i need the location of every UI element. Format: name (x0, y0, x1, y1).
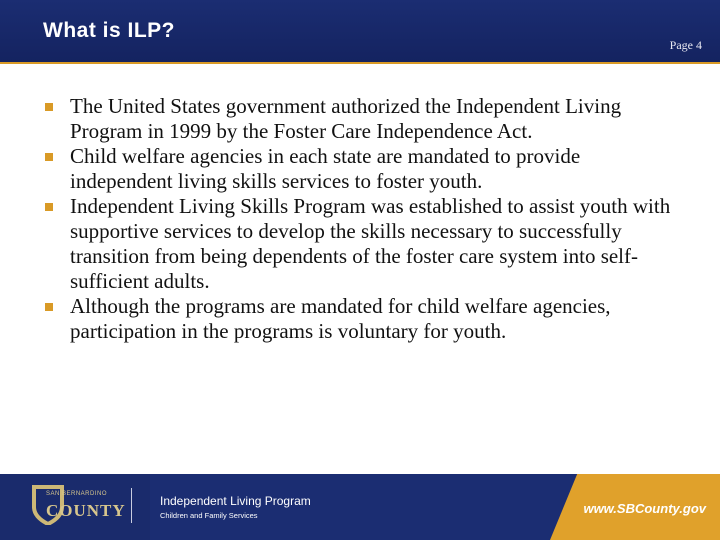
bullet-text: The United States government authorized the Independent Living Program in 1999 by the Foster Care Independence Act. (70, 94, 622, 143)
bullet-list (44, 94, 684, 344)
slide-title: What is ILP? (43, 19, 175, 42)
slide-footer (0, 474, 720, 540)
bullet-text: Although the programs are mandated for child welfare agencies, participation in the programs is voluntary for youth. (70, 294, 611, 343)
page-number: Page 4 (669, 38, 702, 52)
bullet-text: Independent Living Skills Program was established to assist youth with supportive services to develop the skills necessary to successfully transition from being dependents of the foster care system into self-sufficient adults. (70, 194, 671, 293)
program-name: Independent Living Program (160, 494, 311, 508)
bullet-item (44, 294, 684, 344)
square-bullet-icon (45, 303, 53, 311)
logo-wordmark: COUNTY (46, 501, 126, 520)
bullet-item (44, 144, 684, 194)
county-logo (0, 474, 150, 540)
header-divider (0, 62, 720, 64)
logo-subtext: SAN BERNARDINO (46, 491, 108, 497)
bullet-text: Child welfare agencies in each state are mandated to provide independent living skills services to foster youth. (70, 144, 581, 193)
website-link[interactable]: www.SBCounty.gov (583, 501, 706, 516)
bullet-item (44, 194, 684, 294)
department-name: Children and Family Services (160, 511, 258, 520)
bullet-item (44, 94, 684, 144)
slide-header (0, 0, 720, 62)
footer-divider (131, 488, 132, 523)
square-bullet-icon (45, 153, 53, 161)
square-bullet-icon (45, 103, 53, 111)
square-bullet-icon (45, 203, 53, 211)
